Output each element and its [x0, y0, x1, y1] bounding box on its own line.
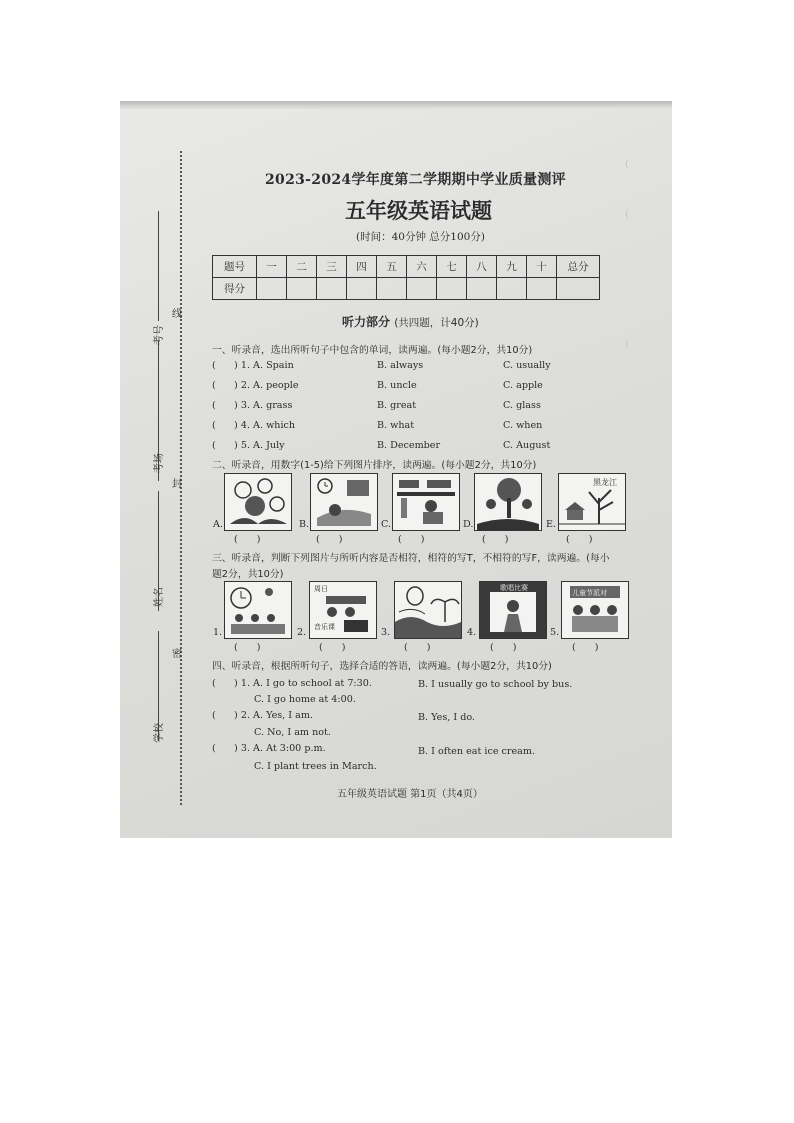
exam-subtitle: (时间：40分钟 总分100分)	[356, 231, 485, 243]
answer-paren[interactable]: ( )	[404, 642, 439, 653]
part4-q3	[212, 743, 326, 754]
pic-label-d: D.	[463, 519, 474, 530]
answer-paren[interactable]: ( )	[572, 642, 607, 653]
room-label: 考场	[154, 453, 165, 473]
flowers-icon	[225, 474, 291, 530]
answer-paren[interactable]: (	[212, 710, 235, 721]
picture-beach	[394, 581, 462, 639]
exam-no-blank	[158, 211, 159, 321]
tree-icon	[475, 474, 541, 530]
answer-paren[interactable]: ( )	[234, 534, 269, 545]
answer-paren[interactable]: ( )	[490, 642, 525, 653]
part1-q1	[212, 360, 294, 371]
option-a: ) 5. A. July	[234, 440, 285, 451]
listening-section-title	[342, 313, 479, 330]
option-c: C. No, I am not.	[254, 727, 331, 738]
option-a: ) 3. A. At 3:00 p.m.	[234, 743, 326, 754]
option-b: B. always	[377, 360, 424, 371]
part1-q5	[212, 440, 285, 451]
picture-heilongjiang	[558, 473, 626, 531]
score-blank-cell[interactable]	[467, 278, 497, 300]
section-title-text: 听力部分	[342, 315, 391, 329]
answer-paren[interactable]: (	[212, 360, 235, 371]
score-blank-cell[interactable]	[497, 278, 527, 300]
name-label: 姓名	[154, 587, 165, 607]
part1-q4	[212, 420, 295, 431]
pic4-caption: 歌唱比赛	[500, 584, 528, 592]
part4-instruction: 四、听录音，根据所听句子，选择合适的答语，读两遍。(每小题2分，共10分)	[212, 661, 552, 672]
answer-paren[interactable]: ( )	[319, 642, 354, 653]
option-c: C. usually	[503, 360, 551, 371]
bleed-through-mark: (	[625, 209, 629, 220]
part1-instruction: 一、听录音，选出所听句子中包含的单词，读两遍。(每小题2分，共10分)	[212, 345, 533, 356]
answer-paren[interactable]: (	[212, 743, 235, 754]
answer-paren[interactable]: (	[212, 678, 235, 689]
pic-label-b: B.	[299, 519, 310, 530]
bleed-through-mark: (	[625, 159, 629, 170]
score-table-score-row	[213, 278, 600, 300]
option-a: ) 1. A. Spain	[234, 360, 294, 371]
option-a: ) 2. A. Yes, I am.	[234, 710, 313, 721]
answer-paren[interactable]: (	[212, 420, 235, 431]
score-row-label: 得分	[213, 278, 257, 300]
score-cell: 四	[347, 256, 377, 278]
picture-tree-planting	[474, 473, 542, 531]
option-a: ) 3. A. grass	[234, 400, 293, 411]
picture-clock-kids	[224, 581, 292, 639]
binding-char-xian: 线	[172, 309, 182, 320]
score-blank-cell[interactable]	[317, 278, 347, 300]
score-cell: 十	[527, 256, 557, 278]
part2-instruction: 二、听录音，用数字(1-5)给下列图片排序，读两遍。(每小题2分，共10分)	[212, 460, 537, 471]
binding-char-mi: 密	[172, 649, 182, 660]
pic-e-caption: 黑龙江	[593, 478, 617, 487]
score-cell: 二	[287, 256, 317, 278]
pic5-caption: 儿童节派对	[572, 589, 607, 597]
part1-q3	[212, 400, 292, 411]
pic2-caption-top: 周日	[314, 585, 328, 593]
option-b: B. I often eat ice cream.	[418, 746, 536, 757]
pic-label-1: 1.	[213, 627, 223, 638]
picture-shop	[392, 473, 460, 531]
option-a: ) 1. A. I go to school at 7:30.	[234, 678, 372, 689]
pic-label-3: 3.	[381, 627, 391, 638]
clock-icon	[225, 582, 291, 638]
pic-label-4: 4.	[467, 627, 477, 638]
score-blank-cell[interactable]	[437, 278, 467, 300]
option-c: C. glass	[503, 400, 541, 411]
score-cell: 七	[437, 256, 467, 278]
answer-paren[interactable]: ( )	[316, 534, 351, 545]
score-blank-cell[interactable]	[527, 278, 557, 300]
score-cell: 总分	[557, 256, 600, 278]
score-cell: 题号	[213, 256, 257, 278]
picture-childrens-day-party	[561, 581, 629, 639]
binding-char-feng: 封	[172, 479, 182, 490]
exam-title-main: 五年级英语试题	[345, 198, 492, 223]
pic-label-c: C.	[381, 519, 392, 530]
score-blank-cell[interactable]	[347, 278, 377, 300]
score-blank-cell[interactable]	[377, 278, 407, 300]
pic2-caption-bottom: 音乐课	[314, 623, 335, 631]
option-b: B. what	[377, 420, 415, 431]
beach-icon	[395, 582, 461, 638]
answer-paren[interactable]: (	[212, 440, 235, 451]
option-b: B. uncle	[377, 380, 417, 391]
score-cell: 三	[317, 256, 347, 278]
part3-instruction-line1: 三、听录音，判断下列图片与所听内容是否相符，相符的写T，不相符的写F，读两遍。(每小	[212, 553, 610, 564]
pic-label-2: 2.	[297, 627, 307, 638]
pic-label-5: 5.	[550, 627, 560, 638]
exam-no-label: 考号	[154, 325, 165, 345]
part4-q1	[212, 678, 372, 689]
option-a: ) 2. A. people	[234, 380, 299, 391]
score-cell: 一	[257, 256, 287, 278]
score-blank-cell[interactable]	[287, 278, 317, 300]
option-b: B. I usually go to school by bus.	[418, 679, 573, 690]
option-a: ) 4. A. which	[234, 420, 296, 431]
score-cell: 六	[407, 256, 437, 278]
school-label: 学校	[154, 723, 165, 743]
score-table-header-row	[213, 256, 600, 278]
answer-paren[interactable]: ( )	[234, 642, 269, 653]
picture-boy-sleeping	[310, 473, 378, 531]
option-b: B. December	[377, 440, 441, 451]
exam-page-photo	[120, 101, 672, 838]
option-c: C. I go home at 4:00.	[254, 694, 356, 705]
score-cell: 八	[467, 256, 497, 278]
option-b: B. great	[377, 400, 417, 411]
answer-paren[interactable]: ( )	[566, 534, 601, 545]
answer-paren[interactable]: (	[212, 400, 235, 411]
score-cell: 九	[497, 256, 527, 278]
section-title-note: (共四题，计40分)	[394, 317, 479, 329]
part1-q2	[212, 380, 299, 391]
pic-label-a: A.	[213, 519, 223, 530]
page-footer: 五年级英语试题 第1页（共4页）	[337, 789, 483, 800]
score-blank-cell[interactable]	[257, 278, 287, 300]
option-c: C. August	[503, 440, 551, 451]
option-c: C. apple	[503, 380, 543, 391]
picture-singing-contest	[479, 581, 547, 639]
sleeping-boy-icon	[311, 474, 377, 530]
exam-title-line: 2023-2024学年度第二学期期中学业质量测评	[265, 172, 566, 188]
answer-paren[interactable]: ( )	[482, 534, 517, 545]
answer-paren[interactable]: (	[212, 380, 235, 391]
score-table	[212, 255, 600, 300]
picture-flowers	[224, 473, 292, 531]
score-blank-cell[interactable]	[557, 278, 600, 300]
score-blank-cell[interactable]	[407, 278, 437, 300]
part3-instruction-line2: 题2分，共10分)	[212, 569, 284, 580]
answer-paren[interactable]: ( )	[398, 534, 433, 545]
option-c: C. I plant trees in March.	[254, 761, 377, 772]
bleed-through-mark: (	[625, 339, 629, 350]
part4-q2	[212, 710, 313, 721]
pic-label-e: E.	[546, 519, 557, 530]
picture-music-class	[309, 581, 377, 639]
option-b: B. Yes, I do.	[418, 712, 475, 723]
shop-icon	[393, 474, 459, 530]
score-cell: 五	[377, 256, 407, 278]
photo-top-edge	[120, 101, 672, 109]
option-c: C. when	[503, 420, 543, 431]
